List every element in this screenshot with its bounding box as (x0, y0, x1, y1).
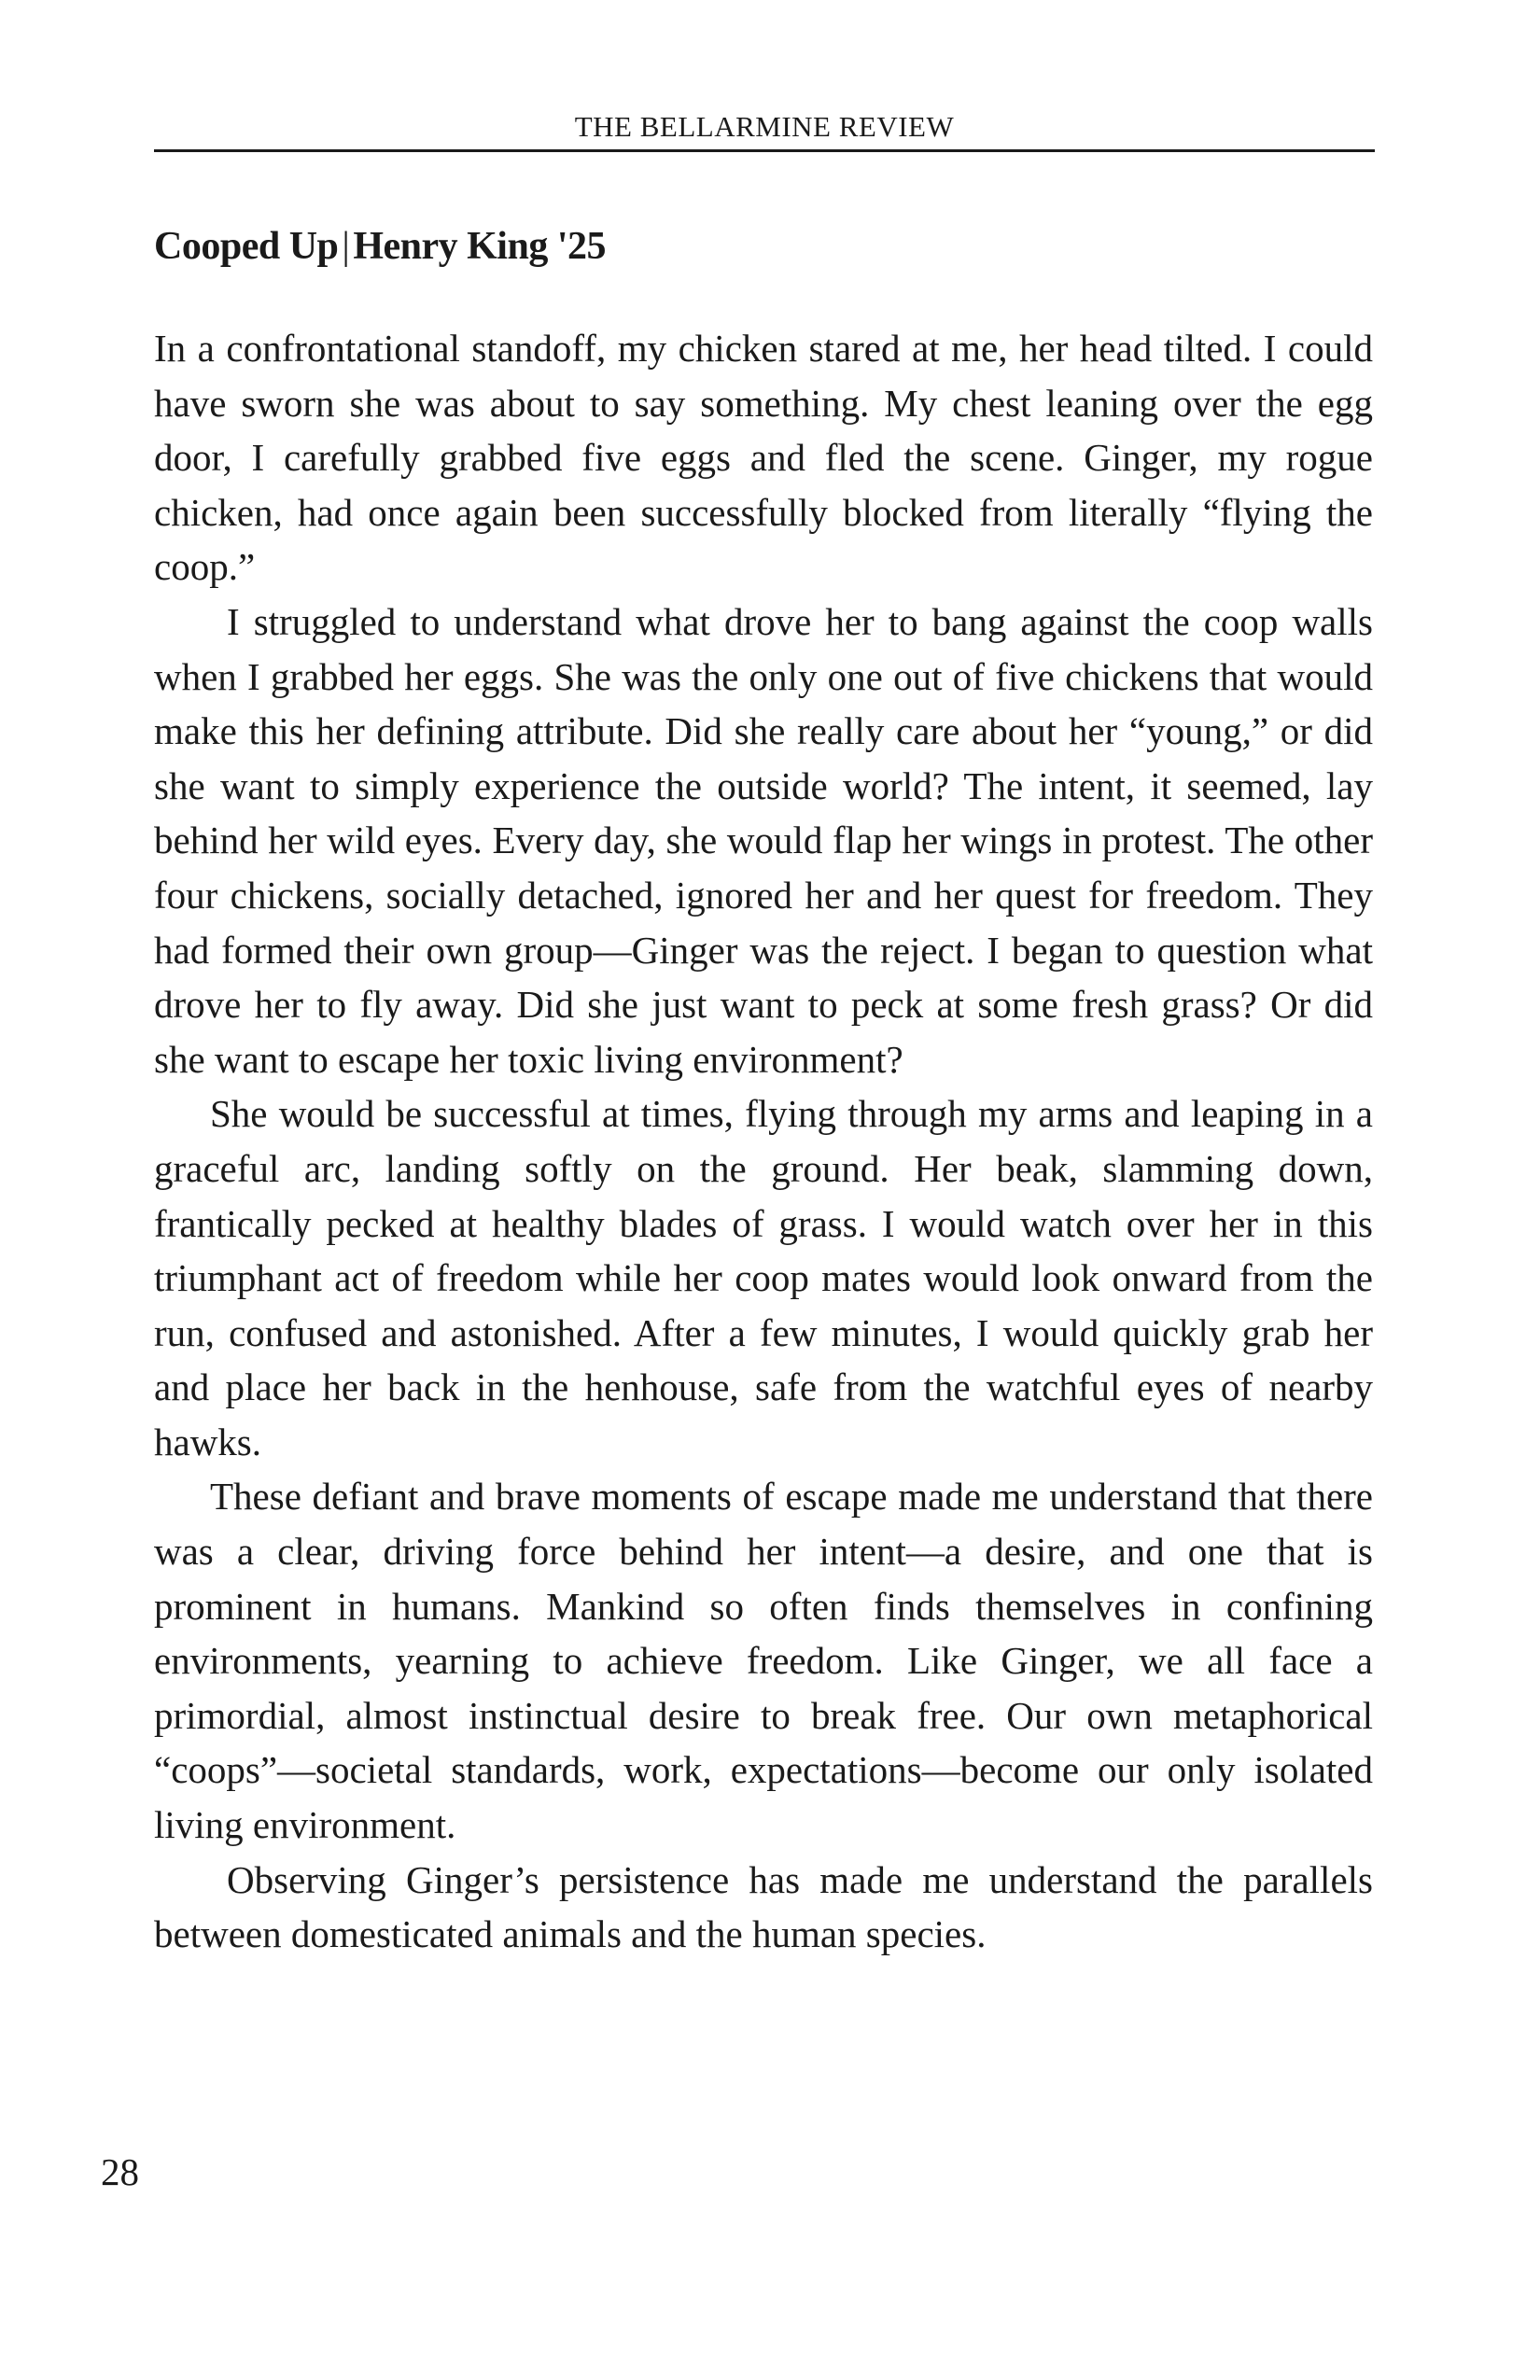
paragraph-3: She would be successful at times, flying through my arms and leaping in a graceful arc, landing softly on the ground. Her beak, slamming down, frantically pecked at healthy blades of grass. I would watch over her in this triumphant act of freedom while her coop mates would look onward from the run, confused and astonished. After a few minutes, I would quickly grab her and place her back in the henhouse, safe from the watchful eyes of nearby hawks. (154, 1092, 1373, 1463)
article-title: Cooped Up (154, 225, 339, 268)
article-body (154, 321, 1373, 1962)
article-author: Henry King '25 (353, 225, 606, 268)
header-rule (154, 149, 1375, 152)
paragraph-4: These defiant and brave moments of escape made me understand that there was a clear, driving force behind her intent—a desire, and one that is prominent in humans. Mankind so often finds themselves in confining environments, yearning to achieve freedom. Like Ginger, we all face a primordial, almost instinctual desire to break free. Our own metaphorical “coops”—societal standards, work, expectations—become our only isolated living environment. (154, 1475, 1373, 1847)
paragraph-5: Observing Ginger’s persistence has made me understand the parallels between domesticated animals and the human species. (154, 1857, 1373, 1956)
article-title-line (154, 220, 606, 273)
page-number: 28 (101, 2150, 139, 2193)
paragraph-1: In a confrontational standoff, my chicken stared at me, her head tilted. I could have sworn she was about to say something. My chest leaning over the egg door, I carefully grabbed five eggs and fled the scene. Ginger, my rogue chicken, had once again been successfully blocked from literally “flying the coop.” (154, 327, 1373, 589)
running-header: THE BELLARMINE REVIEW (574, 110, 955, 143)
title-separator: | (342, 225, 350, 268)
paragraph-2: I struggled to understand what drove her to bang against the coop walls when I grabbed her eggs. She was the only one out of five chickens that would make this her defining attribute. Did she really care about her “young,” or did she want to simply experience the outside world? The intent, it seemed, lay behind her wild eyes. Every day, she would flap her wings in protest. The other four chickens, socially detached, ignored her and her quest for freedom. They had formed their own group—Ginger was the reject. I began to question what drove her to fly away. Did she just want to peck at some fresh grass? Or did she want to escape her toxic living environment? (154, 599, 1373, 1081)
